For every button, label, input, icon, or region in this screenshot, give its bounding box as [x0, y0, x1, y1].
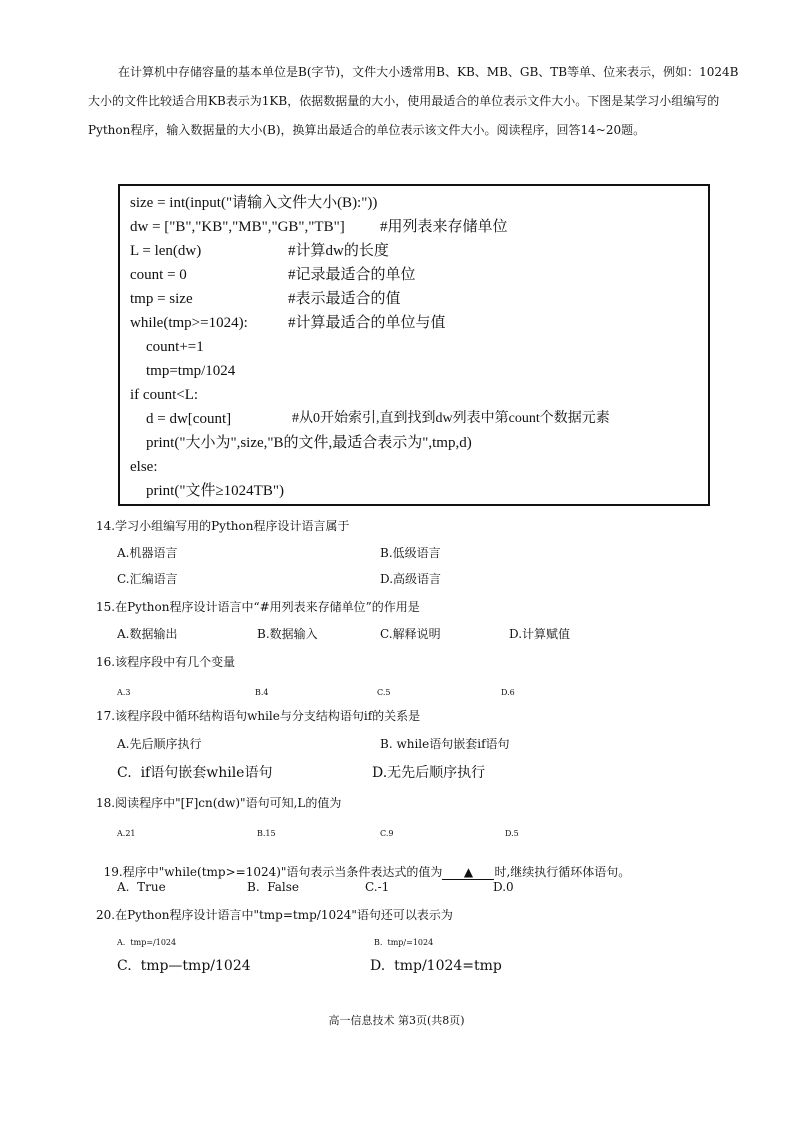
question-option: A.先后顺序执行 — [117, 737, 202, 751]
code-box — [118, 184, 710, 506]
code-comment: #记录最适合的单位 — [288, 267, 416, 283]
question-option: A.3 — [117, 688, 131, 697]
question-stem-text: 19.程序中"while(tmp>=1024)"语句表示当条件表达式的值为 — [103, 865, 443, 879]
code-line: L = len(dw) — [130, 243, 202, 259]
question-option: B. False — [247, 880, 300, 894]
question-stem: 17.该程序段中循环结构语句while与分支结构语句if的关系是 — [96, 709, 421, 723]
answer-blank — [442, 865, 494, 880]
code-line: tmp=tmp/1024 — [146, 363, 236, 379]
code-line: d = dw[count] — [146, 411, 232, 427]
code-comment: #用列表来存储单位 — [380, 219, 508, 235]
code-line: print("大小为",size,"B的文件,最适合表示为",tmp,d) — [146, 435, 472, 451]
question-option: C.汇编语言 — [117, 572, 178, 586]
code-line: tmp = size — [130, 291, 193, 307]
question-stem: 15.在Python程序设计语言中“#用列表来存储单位”的作用是 — [96, 600, 420, 614]
code-line: print("文件≥1024TB") — [146, 483, 284, 499]
question-stem: 14.学习小组编写用的Python程序设计语言属于 — [96, 519, 350, 533]
question-option: D. tmp/1024=tmp — [370, 958, 502, 974]
question-option: B. while语句嵌套if语句 — [380, 737, 510, 751]
intro-paragraph: 在计算机中存储容量的基本单位是B(字节)，文件大小透常用B、KB、MB、GB、TB等单、位来表示，例如：1024B大小的文件比较适合用KB表示为1KB，依据数据量的大小，使用最适合的单位表示文件大小。下图是某学习小组编写的Python程序，输入数据量的大小(B)，换算出最适合的单位表示该文件大小。阅读程序，回答14~20题。 — [88, 65, 739, 137]
question-option: C.9 — [380, 829, 394, 838]
question-option: C. tmp—tmp/1024 — [117, 958, 251, 974]
question-stem: 18.阅读程序中"[F]cn(dw)"语句可知,L的值为 — [96, 796, 342, 810]
code-line: else: — [130, 459, 158, 475]
question-option: A. tmp=/1024 — [117, 938, 177, 947]
page-footer: 高一信息技术 第3页(共8页) — [328, 1014, 465, 1027]
code-line: count+=1 — [146, 339, 204, 355]
code-line: count = 0 — [130, 267, 187, 283]
question-option: B.数据输入 — [257, 627, 318, 641]
blank-marker: ▲ — [463, 865, 474, 879]
question-option: C.解释说明 — [380, 627, 441, 641]
question-option: C.-1 — [365, 880, 390, 894]
question-option: B. tmp/=1024 — [374, 938, 434, 947]
question-option: D.0 — [493, 880, 514, 894]
question-stem: 20.在Python程序设计语言中"tmp=tmp/1024"语句还可以表示为 — [96, 908, 453, 922]
question-option: B.15 — [257, 829, 276, 838]
question-option: A.数据输出 — [117, 627, 178, 641]
code-comment: #表示最适合的值 — [288, 291, 401, 307]
question-stem: 16.该程序段中有几个变量 — [96, 655, 236, 669]
question-option: D.5 — [505, 829, 519, 838]
code-comment: #计算最适合的单位与值 — [288, 315, 446, 331]
question-option: D.计算赋值 — [509, 627, 571, 641]
code-line: size = int(input("请输入文件大小(B):")) — [130, 195, 378, 211]
question-stem — [96, 848, 630, 880]
code-line: dw = ["B","KB","MB","GB","TB"] — [130, 219, 345, 235]
question-stem-text: 时,继续执行循环体语句。 — [494, 865, 631, 879]
question-option: D.无先后顺序执行 — [372, 765, 486, 781]
code-line: if count<L: — [130, 387, 199, 403]
code-comment: #从0开始索引,直到找到dw列表中第count个数据元素 — [292, 411, 610, 426]
question-option: D.高级语言 — [380, 572, 442, 586]
question-option: D.6 — [501, 688, 515, 697]
question-option: B.低级语言 — [380, 546, 441, 560]
question-option: C. if语句嵌套while语句 — [117, 765, 273, 781]
code-line: while(tmp>=1024): — [130, 315, 248, 331]
question-option: C.5 — [377, 688, 391, 697]
question-option: A.机器语言 — [117, 546, 178, 560]
question-option: A. True — [117, 880, 166, 894]
question-option: A.21 — [117, 829, 136, 838]
code-comment: #计算dw的长度 — [288, 243, 389, 259]
question-option: B.4 — [255, 688, 269, 697]
